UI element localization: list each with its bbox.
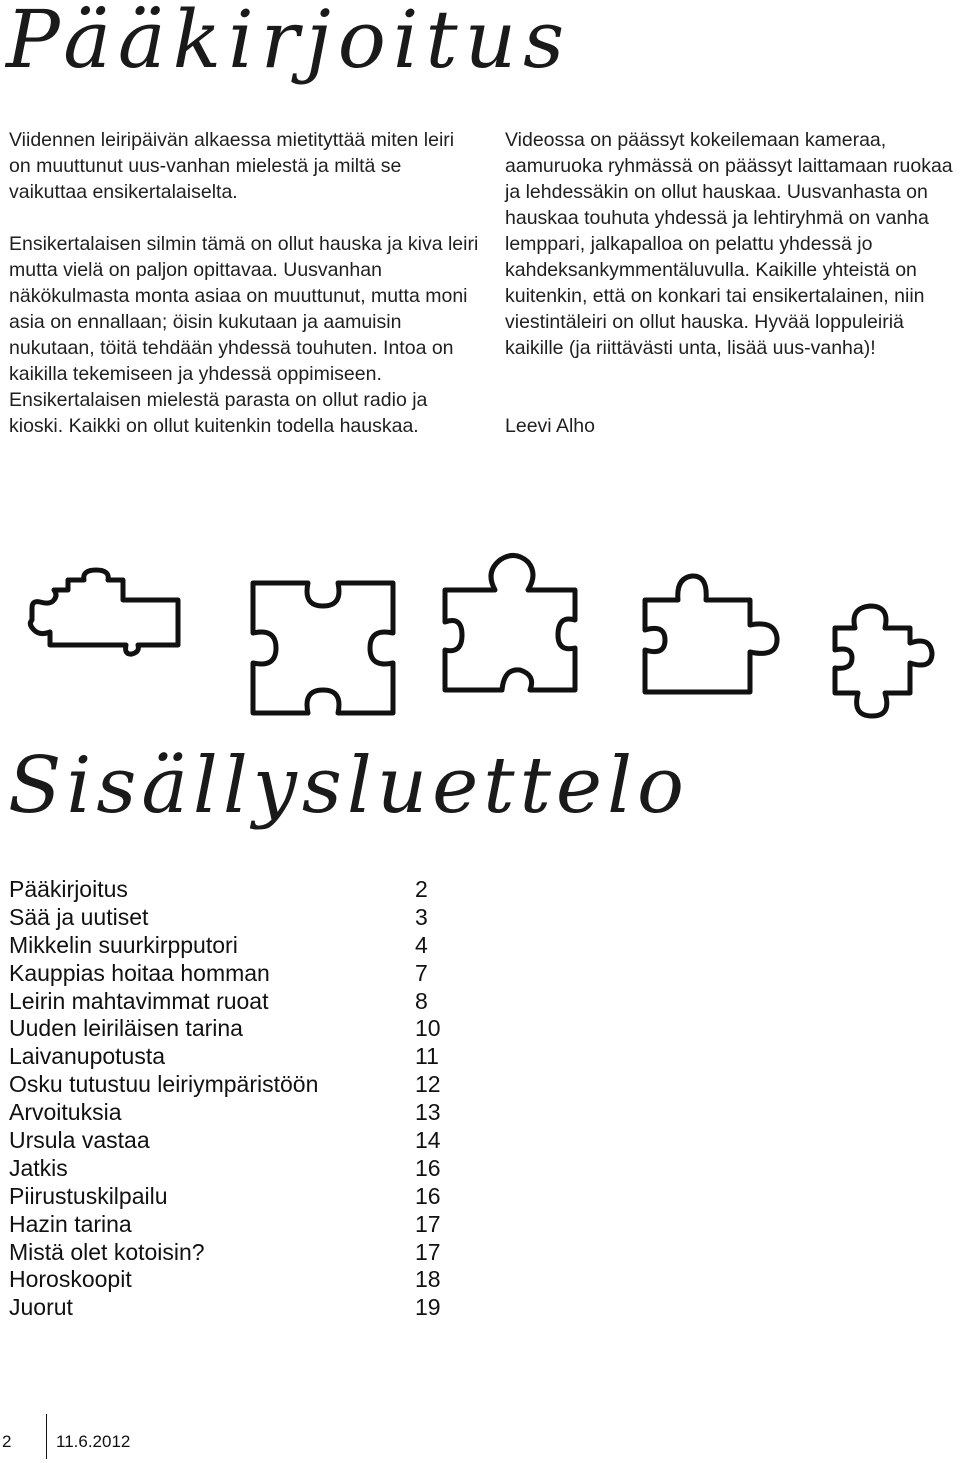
toc-entry-title: Horoskoopit: [9, 1266, 132, 1293]
puzzle-piece-icon: [440, 550, 585, 700]
toc-entry: [9, 876, 449, 904]
toc-entry: [9, 1015, 449, 1043]
toc-entry-page: 17: [415, 1210, 441, 1237]
toc-entry-title: Hazin tarina: [9, 1210, 132, 1237]
toc-entry-page: 19: [415, 1294, 441, 1321]
puzzle-piece-icon: [830, 598, 955, 723]
toc-entry-page: 3: [415, 903, 428, 930]
toc-entry-page: 4: [415, 931, 428, 958]
editorial-left-column: [9, 127, 479, 439]
footer-page-number: 2: [2, 1432, 12, 1451]
puzzle-piece-icon: [28, 570, 188, 680]
toc-entry-title: Uuden leiriläisen tarina: [9, 1015, 243, 1042]
editorial-signature: Leevi Alho: [505, 415, 595, 437]
toc-entry-page: 2: [415, 876, 428, 902]
editorial-paragraph: Viidennen leiripäivän alkaessa mietityttää miten leiri on muuttunut uus-vanhan mielestä ja miltä se vaikuttaa ensikertalaiselta.: [9, 129, 455, 203]
toc-entry-page: 7: [415, 959, 428, 986]
editorial-paragraph: Ensikertalaisen silmin tämä on ollut hauska ja kiva leiri mutta vielä on paljon opittavaa. Uusvanhan näkökulmasta monta asiaa on muuttunut, mutta moni asia on ennallaan; öisin kukutaan ja aamuisin nukutaan, töitä tehdään yhdessä touhuten. Intoa on kaikilla tekemiseen ja yhdessä oppimiseen. Ensikertalaisen mielestä parasta on ollut radio ja kioski. Kaikki on ollut kuitenkin todella hauskaa.: [9, 233, 479, 437]
toc-entry-page: 13: [415, 1099, 441, 1126]
toc-entry-page: 17: [415, 1238, 441, 1265]
toc-entry-title: Mistä olet kotoisin?: [9, 1238, 205, 1265]
toc-entry: [9, 988, 449, 1016]
toc-entry: [9, 1211, 449, 1239]
toc-entry-title: Pääkirjoitus: [9, 876, 128, 902]
puzzle-piece-icon: [248, 578, 398, 718]
editorial-right-column: [505, 127, 960, 439]
toc-entry-page: 16: [415, 1182, 441, 1209]
footer-date: 11.6.2012: [56, 1432, 131, 1451]
toc-entry: [9, 1099, 449, 1127]
toc-entry: [9, 904, 449, 932]
toc-entry-page: 12: [415, 1071, 441, 1098]
puzzle-decoration-row: [0, 540, 960, 720]
toc-title: Sisällysluettelo: [8, 741, 689, 831]
toc-entry-page: 18: [415, 1266, 441, 1293]
toc-entry-title: Juorut: [9, 1294, 73, 1321]
editorial-paragraph: Videossa on päässyt kokeilemaan kameraa, aamuruoka ryhmässä on päässyt laittamaan ruokaa ja lehdessäkin on ollut hauskaa. Uusvanhasta on hauskaa touhuta yhdessä ja lehtiryhmä on vanha lemppari, jalkapalloa on pelattu yhdessä jo kahdeksankymmentäluvulla. Kaikille yhteistä on kuitenkin, että on konkari tai ensikertalainen, niin viestintäleiri on ollut hauska. Hyvää loppuleiriä kaikille (ja riittävästi unta, lisää uus-vanha)!: [505, 129, 953, 359]
toc-entry-title: Leirin mahtavimmat ruoat: [9, 987, 269, 1014]
table-of-contents: [9, 876, 449, 1322]
toc-entry-title: Laivanupotusta: [9, 1043, 166, 1070]
toc-entry-page: 10: [415, 1015, 441, 1042]
toc-entry: [9, 1266, 449, 1294]
toc-entry-title: Jatkis: [9, 1154, 68, 1181]
toc-entry-title: Sää ja uutiset: [9, 903, 149, 930]
puzzle-piece-icon: [640, 570, 790, 700]
toc-entry-title: Ursula vastaa: [9, 1127, 150, 1154]
toc-entry-title: Kauppias hoitaa homman: [9, 959, 270, 986]
toc-entry-title: Mikkelin suurkirpputori: [9, 931, 238, 958]
toc-entry-title: Arvoituksia: [9, 1099, 122, 1126]
footer-divider: [46, 1414, 47, 1459]
toc-entry: [9, 1183, 449, 1211]
toc-entry-title: Piirustuskilpailu: [9, 1182, 168, 1209]
toc-entry: [9, 932, 449, 960]
toc-entry-page: 16: [415, 1154, 441, 1181]
toc-entry: [9, 1127, 449, 1155]
toc-entry-page: 14: [415, 1127, 441, 1154]
toc-entry-page: 11: [415, 1043, 439, 1070]
toc-entry: [9, 1239, 449, 1267]
editorial-title: Pääkirjoitus: [6, 0, 572, 86]
toc-entry: [9, 960, 449, 988]
toc-entry: [9, 1155, 449, 1183]
toc-entry: [9, 1071, 449, 1099]
toc-entry: [9, 1043, 449, 1071]
toc-entry-title: Osku tutustuu leiriympäristöön: [9, 1071, 319, 1098]
toc-entry: [9, 1294, 449, 1322]
toc-entry-page: 8: [415, 987, 428, 1014]
